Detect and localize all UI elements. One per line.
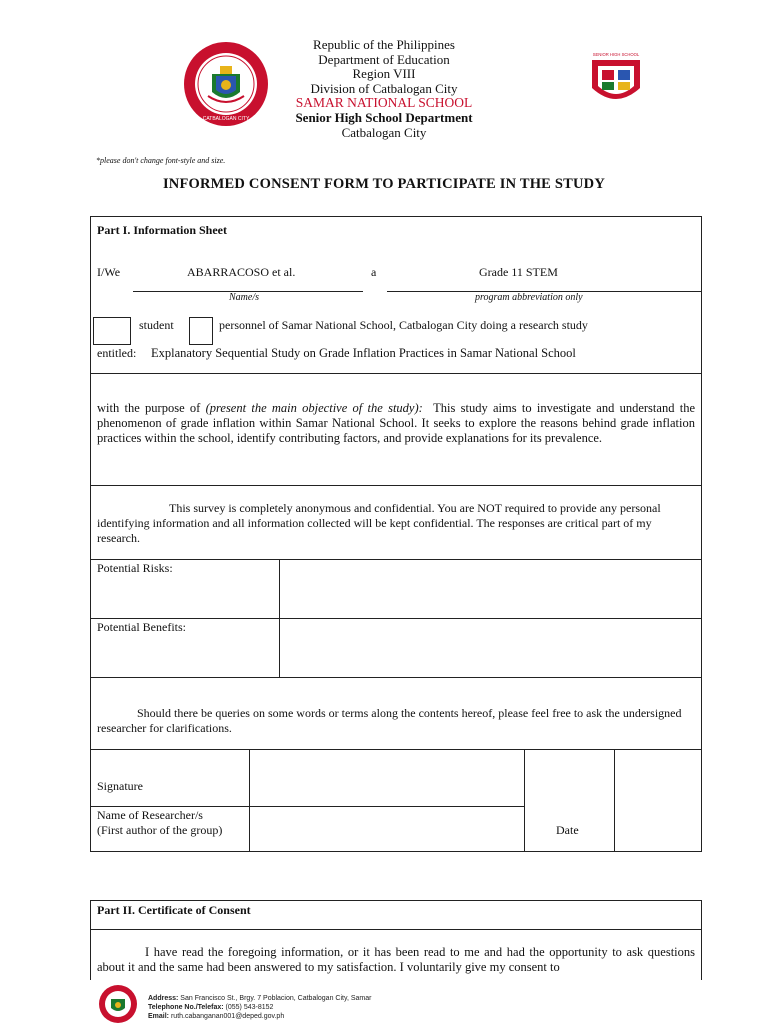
email-label: Email: bbox=[148, 1013, 170, 1020]
personnel-text: personnel of Samar National School, Catbalogan City doing a research study bbox=[219, 318, 588, 332]
date-label: Date bbox=[556, 823, 579, 837]
iwe-label: I/We bbox=[97, 265, 121, 279]
purpose-intro: with the purpose of bbox=[97, 401, 206, 415]
part1-heading: Part I. Information Sheet bbox=[97, 223, 227, 237]
benefits-label: Potential Benefits: bbox=[97, 620, 186, 634]
letterhead-line-1: Republic of the Philippines bbox=[313, 37, 455, 52]
city-name: Catbalogan City bbox=[341, 124, 427, 140]
divider bbox=[91, 559, 701, 560]
divider bbox=[91, 929, 701, 930]
part1-information-sheet bbox=[90, 216, 702, 852]
senior-high-school-logo-icon bbox=[586, 48, 646, 112]
footer-phone bbox=[148, 1003, 371, 1012]
queries-paragraph: Should there be queries on some words or terms along the contents hereof, please feel free to ask the undersigned researcher for clarifications. bbox=[97, 706, 682, 735]
program-field[interactable]: Grade 11 STEM bbox=[479, 265, 558, 279]
footer-seal-icon bbox=[98, 984, 138, 1024]
logo-text: SENIOR HIGH SCHOOL bbox=[592, 52, 640, 57]
letterhead-line-4: Division of Catbalogan City bbox=[310, 80, 458, 96]
divider bbox=[91, 806, 524, 807]
researcher-label: Name of Researcher/s bbox=[97, 808, 203, 822]
divider bbox=[91, 677, 701, 678]
school-name: SAMAR NATIONAL SCHOOL bbox=[295, 95, 473, 111]
footer-contact bbox=[148, 994, 371, 1021]
names-field[interactable]: ABARRACOSO et al. bbox=[187, 265, 296, 279]
anonymous-paragraph: This survey is completely anonymous and confidential. You are NOT required to provide any personal identifying information and all information collected will be kept confidential. The responses are critical part of my research. bbox=[97, 501, 661, 545]
email-link[interactable]: ruth.cabanganan001@deped.gov.ph bbox=[170, 1013, 285, 1020]
letterhead bbox=[200, 38, 568, 140]
a-label: a bbox=[371, 265, 377, 279]
purpose-prompt: (present the main objective of the study): bbox=[205, 401, 423, 415]
consent-paragraph: I have read the foregoing information, or it has been read to me and had the opportunity to ask questions about it and the same had been answered to my satisfaction. I voluntarily give my consent to bbox=[97, 945, 695, 974]
program-caption: program abbreviation only bbox=[475, 292, 583, 303]
divider bbox=[91, 749, 701, 750]
footer-address bbox=[148, 994, 371, 1003]
divider bbox=[91, 373, 701, 374]
address-value: San Francisco St., Brgy. 7 Poblacion, Catbalogan City, Samar bbox=[180, 995, 372, 1002]
names-caption: Name/s bbox=[229, 292, 259, 303]
student-checkbox[interactable] bbox=[93, 317, 131, 345]
footer-email bbox=[148, 1012, 371, 1021]
phone-value: (055) 543-8152 bbox=[225, 1004, 274, 1011]
seal-text: CATBALOGAN CITY bbox=[202, 116, 250, 122]
divider bbox=[91, 485, 701, 486]
signature-label: Signature bbox=[97, 779, 143, 793]
researcher-sublabel: (First author of the group) bbox=[97, 823, 223, 837]
divider bbox=[614, 749, 615, 851]
part2-certificate-of-consent bbox=[90, 900, 702, 980]
department-name: Senior High School Department bbox=[295, 109, 473, 125]
letterhead-line-2: Department of Education bbox=[318, 51, 450, 67]
divider bbox=[91, 618, 701, 619]
phone-label: Telephone No./Telefax: bbox=[148, 1004, 224, 1011]
document-title: INFORMED CONSENT FORM TO PARTICIPATE IN THE STUDY bbox=[162, 176, 606, 192]
font-note: *please don't change font-style and size. bbox=[96, 156, 226, 165]
letterhead-line-3: Region VIII bbox=[352, 66, 416, 82]
purpose-text[interactable]: This study aims to investigate and understand the phenomenon of grade inflation within Samar National School. It seeks to explore the reasons behind grade inflation practices within the school, identify contributing factors, and provide explanations for its prevalence. bbox=[97, 401, 695, 445]
purpose-paragraph bbox=[97, 401, 695, 446]
student-label: student bbox=[139, 318, 174, 332]
part2-heading: Part II. Certificate of Consent bbox=[97, 903, 251, 917]
risks-label: Potential Risks: bbox=[97, 561, 173, 575]
personnel-checkbox[interactable] bbox=[189, 317, 213, 345]
entitled-label: entitled: bbox=[97, 346, 137, 360]
study-title-field[interactable]: Explanatory Sequential Study on Grade Inflation Practices in Samar National School bbox=[151, 346, 576, 360]
divider bbox=[524, 749, 525, 851]
address-label: Address: bbox=[148, 995, 179, 1002]
divider bbox=[249, 749, 250, 851]
